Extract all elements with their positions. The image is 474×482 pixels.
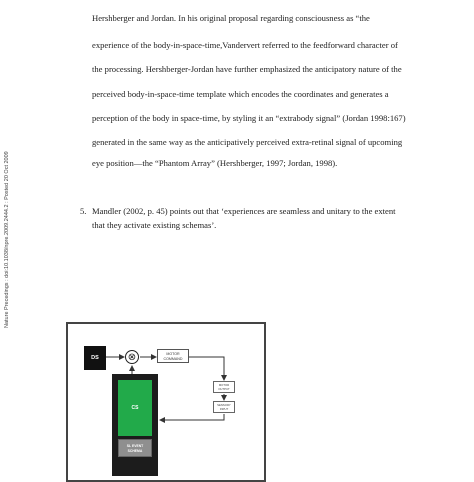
paragraph-line: Hershberger and Jordan. In his original proposal regarding consciousness as “the xyxy=(92,13,370,23)
ds-box: DS xyxy=(84,346,106,370)
motor-output-box: MOTOR OUTPUT xyxy=(213,381,235,393)
event-schema-box: SL EVENT SCHEMA xyxy=(118,439,152,457)
paragraph-line: generated in the same way as the anticipatively perceived extra-retinal signal of upcoming xyxy=(92,137,403,147)
paragraph-line: the processing. Hershberger-Jordan have further emphasized the anticipatory nature of the xyxy=(92,64,402,74)
comparator-node: ⊗ xyxy=(125,350,139,364)
side-margin-citation: Nature Precedings : doi:10.1038/npre.2009.2444.2 : Posted 20 Oct 2009 xyxy=(4,151,10,329)
paragraph-line: perceived body-in-space-time template which encodes the coordinates and generates a xyxy=(92,89,389,99)
footnote-line: that they activate existing schemas’. xyxy=(92,220,217,230)
footnote-number: 5. xyxy=(80,206,87,216)
sensory-input-box: SENSORY INPUT xyxy=(213,401,235,413)
paragraph-line: experience of the body-in-space-time,Vandervert referred to the feedforward character of xyxy=(92,40,398,50)
paragraph-line: perception of the body in space-time, by styling it an “extrabody signal” (Jordan 1998:167) xyxy=(92,113,406,123)
paragraph-line: eye position—the “Phantom Array” (Hershberger, 1997; Jordan, 1998). xyxy=(92,158,338,168)
footnote-line: Mandler (2002, p. 45) points out that ‘experiences are seamless and unitary to the extent xyxy=(92,206,396,216)
motor-command-box: MOTOR COMMAND xyxy=(157,349,189,363)
cs-box: CS xyxy=(118,380,152,436)
